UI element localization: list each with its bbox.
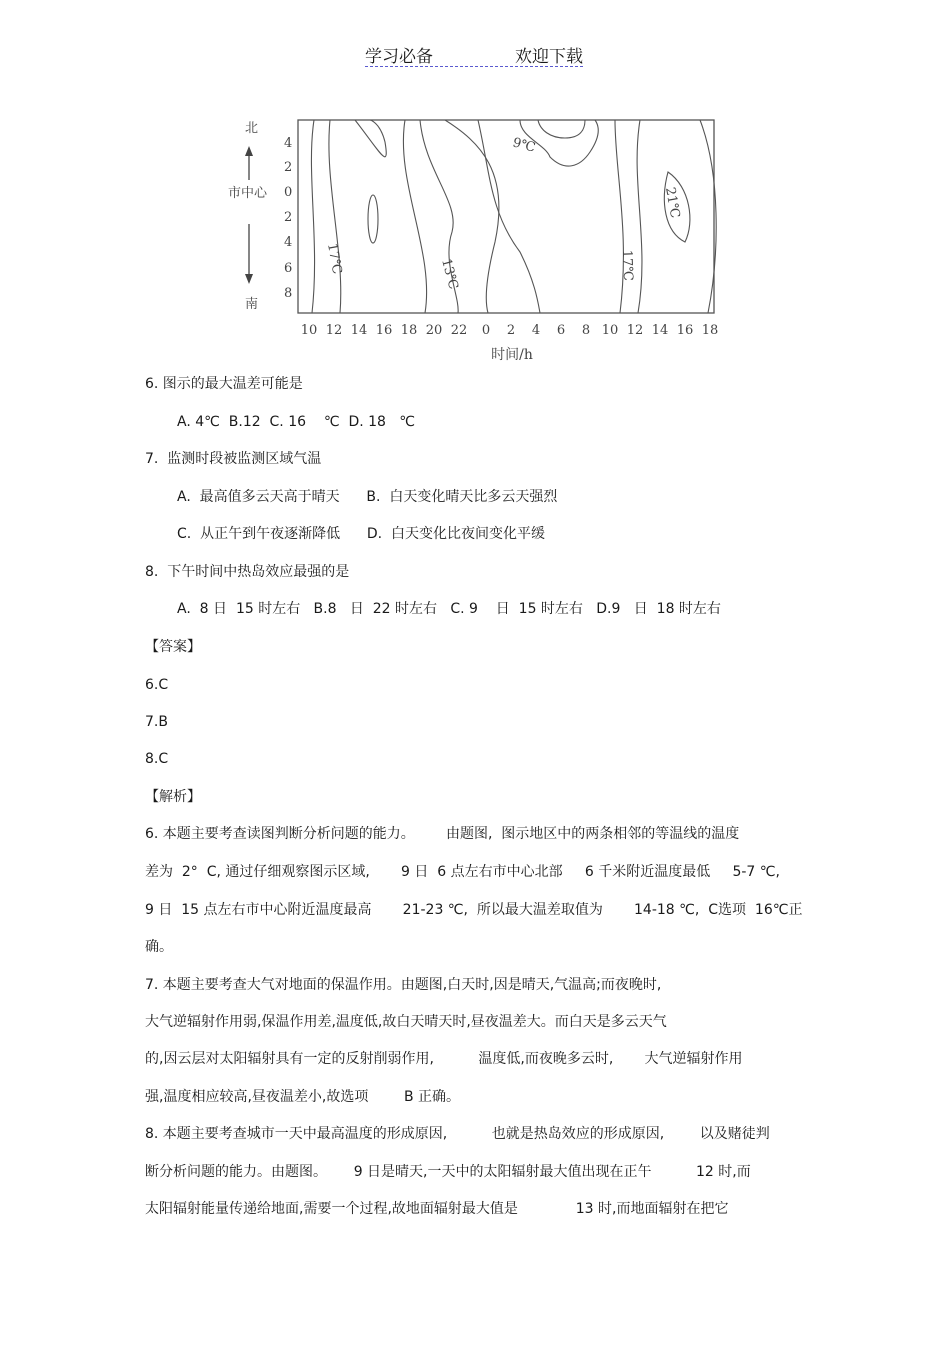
analysis-line: 太阳辐射能量传递给地面,需要一个过程,故地面辐射最大值是 13 时,而地面辐射在把它: [145, 1201, 729, 1217]
south-arrow-icon: [245, 224, 253, 284]
isoline-label: 21℃: [662, 186, 683, 220]
label-south: 南: [245, 297, 259, 312]
analysis-line: 7. 本题主要考查大气对地面的保温作用。由题图,白天时,因是晴天,气温高;而夜晚时,: [145, 977, 662, 993]
answer-7: 7.B: [145, 714, 168, 730]
isotherm-chart: [220, 112, 730, 367]
analysis-line: 强,温度相应较高,昼夜温差小,故选项 B 正确。: [145, 1089, 461, 1105]
x-tick: 16: [375, 323, 393, 338]
analysis-line: 确。: [145, 939, 173, 955]
isoline-label: 9℃: [510, 135, 537, 156]
x-tick: 4: [531, 323, 541, 338]
x-tick: 16: [676, 323, 694, 338]
analysis-line: 8. 本题主要考查城市一天中最高温度的形成原因, 也就是热岛效应的形成原因, 以及赌徒判: [145, 1126, 770, 1142]
question-7-stem: 7. 监测时段被监测区域气温: [145, 451, 322, 467]
y-tick: 0: [284, 185, 293, 200]
header-left-text: 学习必备: [365, 47, 433, 67]
analysis-line: 6. 本题主要考查读图判断分析问题的能力。 由题图, 图示地区中的两条相邻的等温线的温度: [145, 826, 740, 842]
answer-8: 8.C: [145, 751, 169, 767]
answer-title: 【答案】: [145, 639, 201, 655]
x-tick: 10: [601, 323, 619, 338]
analysis-line: 大气逆辐射作用弱,保温作用差,温度低,故白天晴天时,昼夜温差大。而白天是多云天气: [145, 1014, 667, 1030]
y-tick: 2: [284, 160, 293, 175]
y-tick: 2: [284, 210, 293, 225]
label-city-center: 市中心: [228, 186, 268, 201]
x-tick: 0: [481, 323, 491, 338]
question-6-stem: 6. 图示的最大温差可能是: [145, 376, 303, 392]
x-tick: 12: [325, 323, 343, 338]
x-tick: 18: [400, 323, 418, 338]
plot-frame: [298, 120, 714, 313]
isoline-label: 13℃: [438, 257, 461, 292]
y-tick: 6: [284, 261, 293, 276]
north-arrow-icon: [245, 146, 253, 180]
x-axis-label: 时间/h: [491, 347, 533, 363]
x-tick: 18: [701, 323, 719, 338]
label-north: 北: [245, 121, 259, 136]
question-7-options-row2: C. 从正午到午夜逐渐降低 D. 白天变化比夜间变化平缓: [177, 526, 545, 542]
x-tick: 10: [300, 323, 318, 338]
analysis-line: 9 日 15 点左右市中心附近温度最高 21-23 ℃, 所以最大温差取值为 14-18 ℃, C选项 16℃正: [145, 902, 803, 918]
x-tick: 20: [425, 323, 443, 338]
y-tick: 4: [284, 136, 293, 151]
page-header: [365, 40, 583, 67]
answer-6: 6.C: [145, 677, 169, 693]
y-tick: 4: [284, 235, 293, 250]
question-8-stem: 8. 下午时间中热岛效应最强的是: [145, 564, 350, 580]
isotherm-figure: [220, 112, 730, 367]
isoline-label: 17℃: [619, 249, 636, 282]
x-tick: 8: [581, 323, 591, 338]
x-tick: 2: [506, 323, 516, 338]
x-tick: 6: [556, 323, 566, 338]
y-tick: 8: [284, 286, 293, 301]
question-7-options-row1: A. 最高值多云天高于晴天 B. 白天变化晴天比多云天强烈: [177, 489, 558, 505]
isoline-label: 17℃: [324, 242, 345, 276]
analysis-title: 【解析】: [145, 789, 201, 805]
analysis-line: 断分析问题的能力。由题图。 9 日是晴天,一天中的太阳辐射最大值出现在正午 12 时,而: [145, 1164, 751, 1180]
analysis-line: 的,因云层对太阳辐射具有一定的反射削弱作用, 温度低,而夜晚多云时, 大气逆辐射作用: [145, 1051, 743, 1067]
question-8-options: A. 8 日 15 时左右 B.8 日 22 时左右 C. 9 日 15 时左右 D.9 日 18 时左右: [177, 601, 721, 617]
header-right-text: 欢迎下载: [515, 47, 583, 67]
x-tick: 14: [350, 323, 368, 338]
x-tick: 12: [626, 323, 644, 338]
question-6-options: A. 4℃ B.12 C. 16 ℃ D. 18 ℃: [177, 414, 416, 430]
x-tick: 14: [651, 323, 669, 338]
analysis-line: 差为 2° C, 通过仔细观察图示区域, 9 日 6 点左右市中心北部 6 千米附近温度最低 5-7 ℃,: [145, 864, 780, 880]
x-tick: 22: [450, 323, 468, 338]
